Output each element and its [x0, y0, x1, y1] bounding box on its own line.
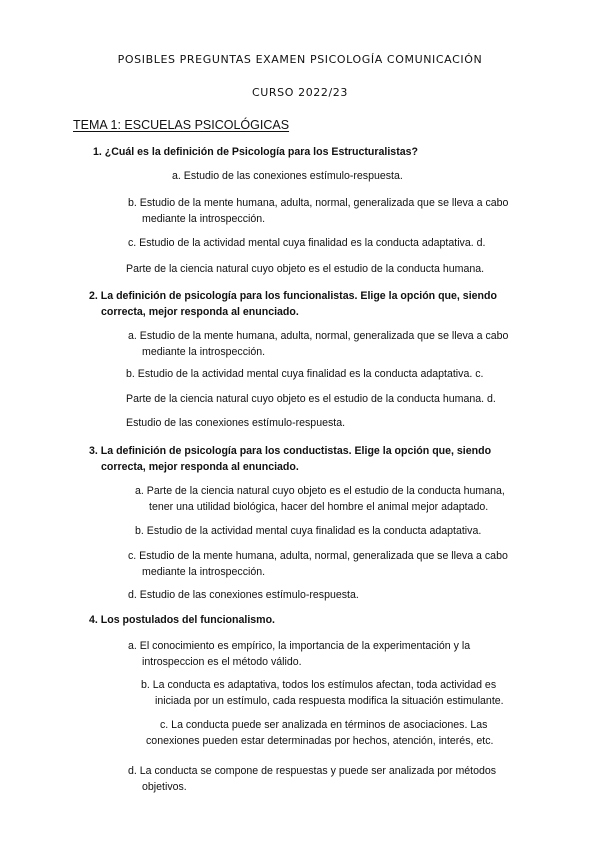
q4-option-c	[146, 718, 493, 749]
q4-option-b-line2: iniciada por un estímulo, cada respuesta modifica la situación estimulante.	[155, 694, 504, 707]
document-title: POSIBLES PREGUNTAS EXAMEN PSICOLOGÍA COMUNICACIÓN	[117, 53, 483, 66]
q1-option-b	[128, 196, 508, 227]
q4-option-d-line1: d. La conducta se compone de respuestas y puede ser analizada por métodos	[128, 765, 497, 777]
q3-option-c	[128, 549, 508, 580]
question-3-line2: correcta, mejor responda al enunciado.	[101, 460, 299, 473]
q2-option-a-line1: a. Estudio de la mente humana, adulta, normal, generalizada que se lleva a cabo	[128, 330, 509, 342]
q4-option-a	[128, 639, 470, 670]
q2-option-c: Parte de la ciencia natural cuyo objeto es el estudio de la conducta humana. d.	[126, 393, 496, 405]
q1-option-b-line2: mediante la introspección.	[142, 212, 266, 225]
q2-option-d: Estudio de las conexiones estímulo-respuesta.	[126, 417, 346, 429]
q1-option-c: c. Estudio de la actividad mental cuya finalidad es la conducta adaptativa. d.	[128, 237, 486, 249]
q3-option-d: d. Estudio de las conexiones estímulo-respuesta.	[128, 589, 359, 601]
question-4: 4. Los postulados del funcionalismo.	[89, 614, 276, 626]
q3-option-a	[135, 484, 505, 515]
q2-option-a	[128, 329, 508, 360]
question-3	[89, 444, 491, 475]
q3-option-c-line2: mediante la introspección.	[142, 565, 266, 578]
question-3-line1: 3. La definición de psicología para los conductistas. Elige la opción que, siendo	[89, 445, 492, 457]
q1-option-b-line1: b. Estudio de la mente humana, adulta, normal, generalizada que se lleva a cabo	[128, 197, 509, 209]
q4-option-d	[128, 764, 496, 795]
section-title: TEMA 1: ESCUELAS PSICOLÓGICAS	[73, 118, 290, 132]
course-label: CURSO 2022/23	[251, 86, 348, 99]
question-2-line1: 2. La definición de psicología para los funcionalistas. Elige la opción que, siendo	[89, 290, 497, 302]
q3-option-b: b. Estudio de la actividad mental cuya finalidad es la conducta adaptativa.	[135, 525, 482, 537]
q1-option-d: Parte de la ciencia natural cuyo objeto es el estudio de la conducta humana.	[126, 263, 485, 275]
q2-option-b: b. Estudio de la actividad mental cuya finalidad es la conducta adaptativa. c.	[126, 368, 484, 380]
question-2-line2: correcta, mejor responda al enunciado.	[101, 305, 299, 318]
q4-option-a-line1: a. El conocimiento es empírico, la importancia de la experimentación y la	[128, 640, 471, 652]
q1-option-a: a. Estudio de las conexiones estímulo-respuesta.	[172, 170, 403, 182]
question-1: 1. ¿Cuál es la definición de Psicología para los Estructuralistas?	[93, 146, 418, 158]
q2-option-a-line2: mediante la introspección.	[142, 345, 266, 358]
q4-option-b-line1: b. La conducta es adaptativa, todos los estímulos afectan, toda actividad es	[141, 679, 497, 691]
q3-option-a-line1: a. Parte de la ciencia natural cuyo objeto es el estudio de la conducta humana,	[135, 485, 505, 497]
q4-option-b	[141, 678, 504, 709]
q3-option-c-line1: c. Estudio de la mente humana, adulta, normal, generalizada que se lleva a cabo	[128, 550, 508, 562]
q4-option-d-line2: objetivos.	[142, 780, 187, 793]
question-2	[89, 289, 497, 320]
q3-option-a-line2: tener una utilidad biológica, hacer del hombre el animal mejor adaptado.	[149, 500, 489, 513]
q4-option-a-line2: introspeccion es el método válido.	[142, 655, 302, 668]
q4-option-c-line2: conexiones pueden estar determinadas por hechos, atención, interés, etc.	[146, 734, 494, 747]
q4-option-c-line1: c. La conducta puede ser analizada en términos de asociaciones. Las	[160, 719, 488, 731]
